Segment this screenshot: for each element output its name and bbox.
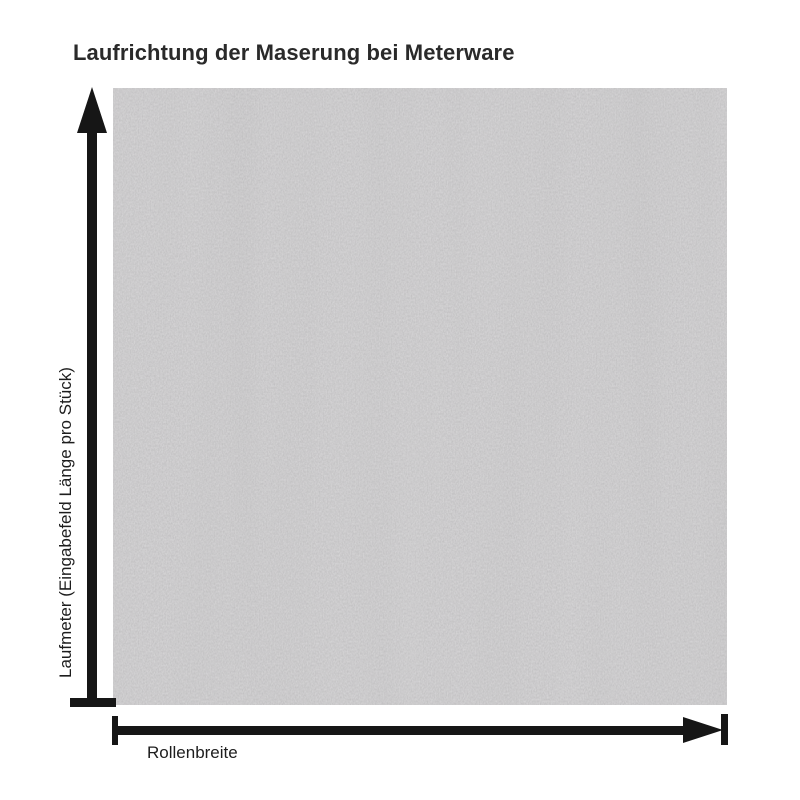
page-title: Laufrichtung der Maserung bei Meterware — [73, 40, 515, 65]
vertical-arrow-endcap — [70, 698, 116, 707]
vertical-axis-label: Laufmeter (Eingabefeld Länge pro Stück) — [56, 367, 75, 678]
horizontal-arrow-right-tick — [721, 714, 728, 745]
vertical-arrow-shaft — [87, 128, 97, 700]
fabric-swatch — [113, 88, 727, 705]
right-arrowhead-icon — [683, 717, 723, 743]
up-arrowhead-icon — [77, 87, 107, 133]
horizontal-arrow-shaft — [113, 726, 685, 735]
horizontal-axis-label: Rollenbreite — [147, 743, 238, 762]
fabric-texture — [113, 88, 727, 705]
